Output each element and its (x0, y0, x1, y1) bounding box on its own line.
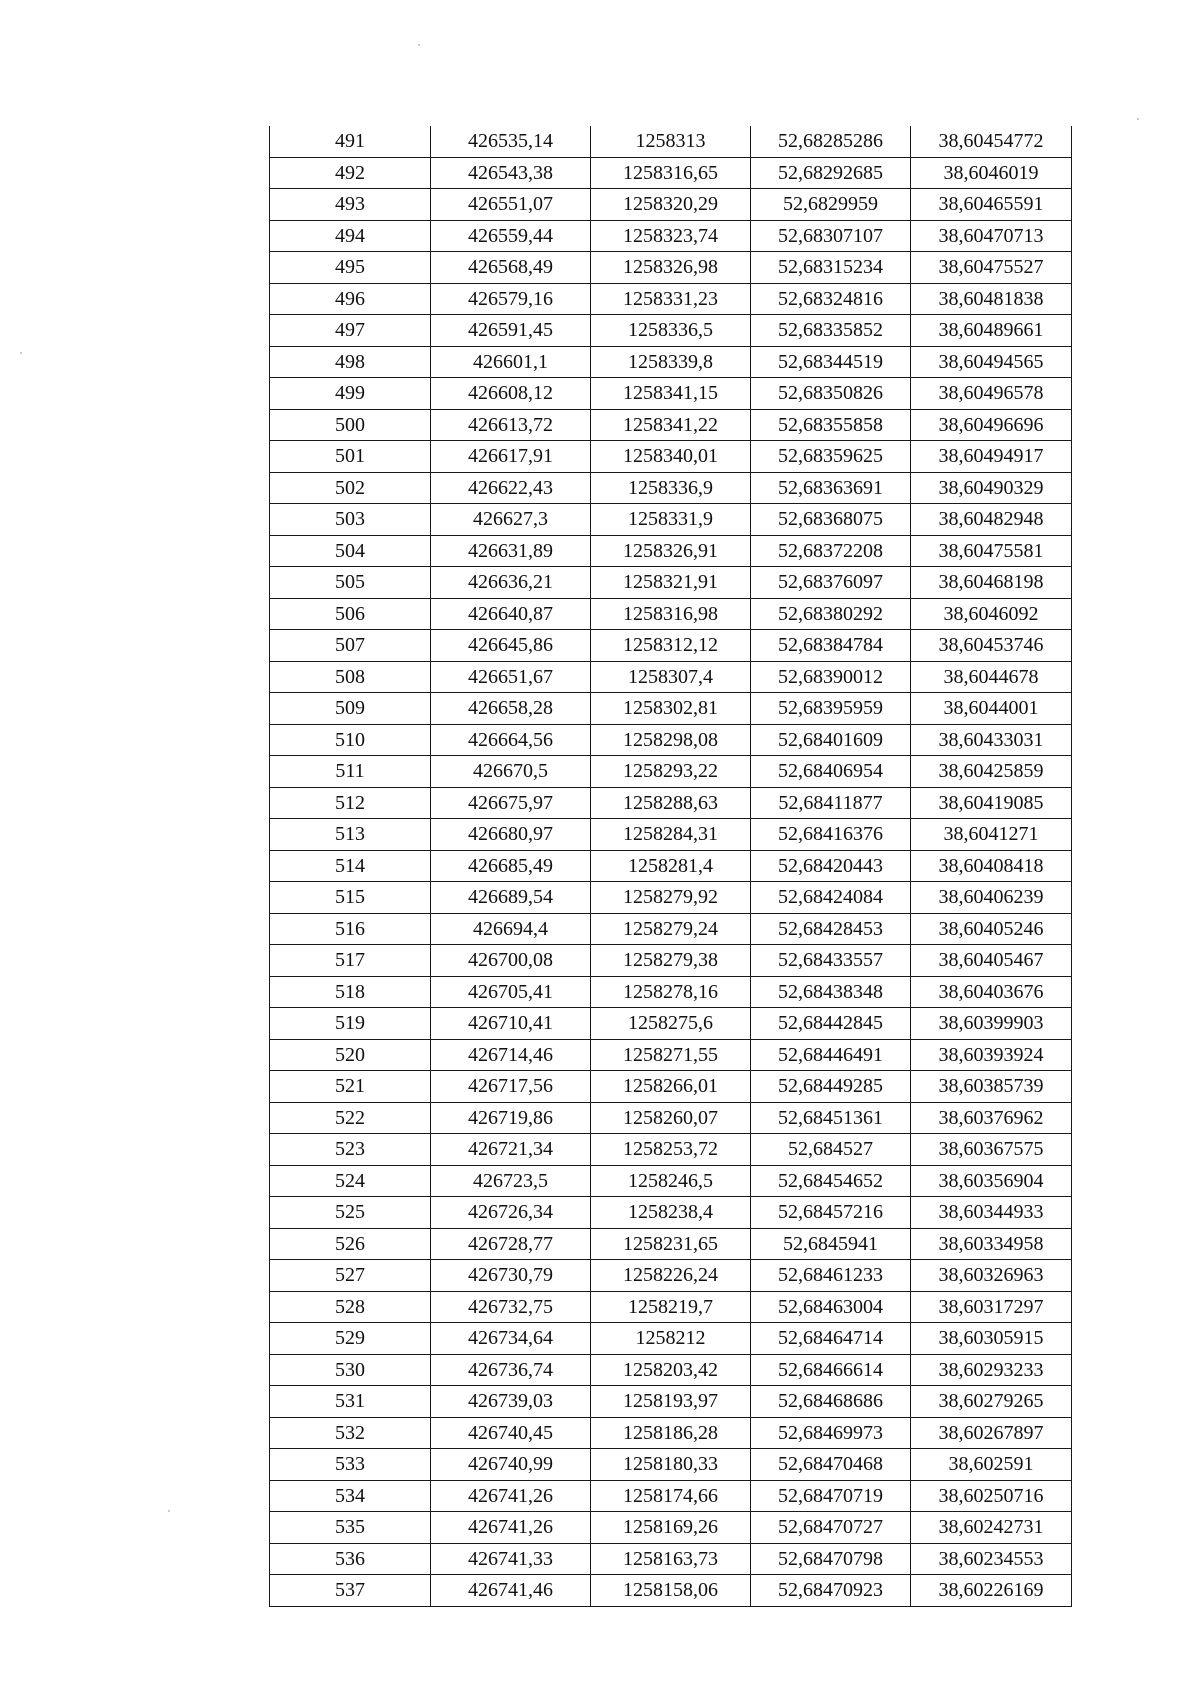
x-coordinate-cell: 426627,3 (431, 504, 591, 536)
table-row (270, 157, 1072, 189)
table-row (270, 441, 1072, 473)
x-coordinate-cell: 426535,14 (431, 126, 591, 157)
latitude-cell: 52,68468686 (751, 1386, 911, 1418)
point-number-cell: 529 (270, 1323, 431, 1355)
longitude-cell: 38,60405246 (911, 913, 1072, 945)
y-coordinate-cell: 1258231,65 (591, 1228, 751, 1260)
point-number-cell: 521 (270, 1071, 431, 1103)
point-number-cell: 513 (270, 819, 431, 851)
y-coordinate-cell: 1258302,81 (591, 693, 751, 725)
longitude-cell: 38,60403676 (911, 976, 1072, 1008)
point-number-cell: 528 (270, 1291, 431, 1323)
table-row (270, 252, 1072, 284)
longitude-cell: 38,60470713 (911, 220, 1072, 252)
longitude-cell: 38,60482948 (911, 504, 1072, 536)
longitude-cell: 38,6041271 (911, 819, 1072, 851)
point-number-cell: 517 (270, 945, 431, 977)
table-row (270, 1449, 1072, 1481)
latitude-cell: 52,68350826 (751, 378, 911, 410)
latitude-cell: 52,68470923 (751, 1575, 911, 1607)
table-row (270, 598, 1072, 630)
x-coordinate-cell: 426608,12 (431, 378, 591, 410)
longitude-cell: 38,60226169 (911, 1575, 1072, 1607)
point-number-cell: 516 (270, 913, 431, 945)
y-coordinate-cell: 1258279,92 (591, 882, 751, 914)
table-row (270, 882, 1072, 914)
x-coordinate-cell: 426719,86 (431, 1102, 591, 1134)
scan-speck (1137, 118, 1139, 120)
x-coordinate-cell: 426645,86 (431, 630, 591, 662)
latitude-cell: 52,68416376 (751, 819, 911, 851)
point-number-cell: 534 (270, 1480, 431, 1512)
point-number-cell: 502 (270, 472, 431, 504)
longitude-cell: 38,60267897 (911, 1417, 1072, 1449)
table-row (270, 1417, 1072, 1449)
y-coordinate-cell: 1258169,26 (591, 1512, 751, 1544)
point-number-cell: 495 (270, 252, 431, 284)
latitude-cell: 52,68324816 (751, 283, 911, 315)
longitude-cell: 38,60453746 (911, 630, 1072, 662)
x-coordinate-cell: 426640,87 (431, 598, 591, 630)
y-coordinate-cell: 1258281,4 (591, 850, 751, 882)
y-coordinate-cell: 1258341,22 (591, 409, 751, 441)
y-coordinate-cell: 1258203,42 (591, 1354, 751, 1386)
longitude-cell: 38,60406239 (911, 882, 1072, 914)
point-number-cell: 527 (270, 1260, 431, 1292)
point-number-cell: 530 (270, 1354, 431, 1386)
longitude-cell: 38,60481838 (911, 283, 1072, 315)
point-number-cell: 501 (270, 441, 431, 473)
longitude-cell: 38,60433031 (911, 724, 1072, 756)
x-coordinate-cell: 426622,43 (431, 472, 591, 504)
table-row (270, 1165, 1072, 1197)
x-coordinate-cell: 426741,26 (431, 1512, 591, 1544)
y-coordinate-cell: 1258321,91 (591, 567, 751, 599)
table-row (270, 1354, 1072, 1386)
latitude-cell: 52,684527 (751, 1134, 911, 1166)
table-row (270, 220, 1072, 252)
x-coordinate-cell: 426736,74 (431, 1354, 591, 1386)
longitude-cell: 38,6044678 (911, 661, 1072, 693)
table-row (270, 283, 1072, 315)
table-row (270, 1039, 1072, 1071)
longitude-cell: 38,60468198 (911, 567, 1072, 599)
x-coordinate-cell: 426694,4 (431, 913, 591, 945)
latitude-cell: 52,68470468 (751, 1449, 911, 1481)
latitude-cell: 52,68464714 (751, 1323, 911, 1355)
table-row (270, 1260, 1072, 1292)
longitude-cell: 38,60496578 (911, 378, 1072, 410)
table-row (270, 472, 1072, 504)
longitude-cell: 38,602591 (911, 1449, 1072, 1481)
latitude-cell: 52,68355858 (751, 409, 911, 441)
point-number-cell: 532 (270, 1417, 431, 1449)
longitude-cell: 38,60376962 (911, 1102, 1072, 1134)
y-coordinate-cell: 1258271,55 (591, 1039, 751, 1071)
latitude-cell: 52,6845941 (751, 1228, 911, 1260)
point-number-cell: 492 (270, 157, 431, 189)
latitude-cell: 52,68359625 (751, 441, 911, 473)
x-coordinate-cell: 426591,45 (431, 315, 591, 347)
table-row (270, 787, 1072, 819)
x-coordinate-cell: 426741,33 (431, 1543, 591, 1575)
scan-speck (168, 1510, 170, 1512)
table-row (270, 1575, 1072, 1607)
x-coordinate-cell: 426734,64 (431, 1323, 591, 1355)
longitude-cell: 38,60490329 (911, 472, 1072, 504)
y-coordinate-cell: 1258313 (591, 126, 751, 157)
x-coordinate-cell: 426559,44 (431, 220, 591, 252)
latitude-cell: 52,68463004 (751, 1291, 911, 1323)
longitude-cell: 38,60279265 (911, 1386, 1072, 1418)
x-coordinate-cell: 426700,08 (431, 945, 591, 977)
point-number-cell: 514 (270, 850, 431, 882)
latitude-cell: 52,68451361 (751, 1102, 911, 1134)
y-coordinate-cell: 1258174,66 (591, 1480, 751, 1512)
table-row (270, 1134, 1072, 1166)
point-number-cell: 535 (270, 1512, 431, 1544)
point-number-cell: 510 (270, 724, 431, 756)
table-row (270, 630, 1072, 662)
latitude-cell: 52,68411877 (751, 787, 911, 819)
point-number-cell: 506 (270, 598, 431, 630)
x-coordinate-cell: 426617,91 (431, 441, 591, 473)
longitude-cell: 38,60293233 (911, 1354, 1072, 1386)
table-row (270, 126, 1072, 157)
table-row (270, 976, 1072, 1008)
y-coordinate-cell: 1258186,28 (591, 1417, 751, 1449)
point-number-cell: 493 (270, 189, 431, 221)
point-number-cell: 491 (270, 126, 431, 157)
table-row (270, 567, 1072, 599)
table-row (270, 913, 1072, 945)
x-coordinate-cell: 426721,34 (431, 1134, 591, 1166)
longitude-cell: 38,60250716 (911, 1480, 1072, 1512)
table-row (270, 1512, 1072, 1544)
longitude-cell: 38,60465591 (911, 189, 1072, 221)
y-coordinate-cell: 1258284,31 (591, 819, 751, 851)
longitude-cell: 38,60234553 (911, 1543, 1072, 1575)
y-coordinate-cell: 1258266,01 (591, 1071, 751, 1103)
point-number-cell: 507 (270, 630, 431, 662)
x-coordinate-cell: 426551,07 (431, 189, 591, 221)
table-row (270, 819, 1072, 851)
table-row (270, 346, 1072, 378)
latitude-cell: 52,68454652 (751, 1165, 911, 1197)
longitude-cell: 38,60334958 (911, 1228, 1072, 1260)
table-row (270, 409, 1072, 441)
y-coordinate-cell: 1258288,63 (591, 787, 751, 819)
point-number-cell: 497 (270, 315, 431, 347)
x-coordinate-cell: 426670,5 (431, 756, 591, 788)
table-row (270, 1480, 1072, 1512)
point-number-cell: 496 (270, 283, 431, 315)
table-row (270, 1228, 1072, 1260)
longitude-cell: 38,60425859 (911, 756, 1072, 788)
latitude-cell: 52,68470798 (751, 1543, 911, 1575)
x-coordinate-cell: 426717,56 (431, 1071, 591, 1103)
x-coordinate-cell: 426613,72 (431, 409, 591, 441)
latitude-cell: 52,68470719 (751, 1480, 911, 1512)
point-number-cell: 498 (270, 346, 431, 378)
point-number-cell: 494 (270, 220, 431, 252)
latitude-cell: 52,68449285 (751, 1071, 911, 1103)
latitude-cell: 52,68433557 (751, 945, 911, 977)
longitude-cell: 38,60475527 (911, 252, 1072, 284)
x-coordinate-cell: 426658,28 (431, 693, 591, 725)
point-number-cell: 500 (270, 409, 431, 441)
y-coordinate-cell: 1258275,6 (591, 1008, 751, 1040)
point-number-cell: 503 (270, 504, 431, 536)
table-row (270, 189, 1072, 221)
scan-speck (418, 44, 420, 46)
latitude-cell: 52,68470727 (751, 1512, 911, 1544)
latitude-cell: 52,68285286 (751, 126, 911, 157)
latitude-cell: 52,68428453 (751, 913, 911, 945)
y-coordinate-cell: 1258316,98 (591, 598, 751, 630)
latitude-cell: 52,68466614 (751, 1354, 911, 1386)
latitude-cell: 52,68424084 (751, 882, 911, 914)
x-coordinate-cell: 426726,34 (431, 1197, 591, 1229)
latitude-cell: 52,68363691 (751, 472, 911, 504)
y-coordinate-cell: 1258331,9 (591, 504, 751, 536)
longitude-cell: 38,60344933 (911, 1197, 1072, 1229)
x-coordinate-cell: 426732,75 (431, 1291, 591, 1323)
latitude-cell: 52,68344519 (751, 346, 911, 378)
latitude-cell: 52,68461233 (751, 1260, 911, 1292)
longitude-cell: 38,60489661 (911, 315, 1072, 347)
longitude-cell: 38,60385739 (911, 1071, 1072, 1103)
point-number-cell: 520 (270, 1039, 431, 1071)
scan-speck (20, 352, 22, 354)
x-coordinate-cell: 426740,99 (431, 1449, 591, 1481)
y-coordinate-cell: 1258341,15 (591, 378, 751, 410)
x-coordinate-cell: 426631,89 (431, 535, 591, 567)
point-number-cell: 536 (270, 1543, 431, 1575)
x-coordinate-cell: 426568,49 (431, 252, 591, 284)
x-coordinate-cell: 426601,1 (431, 346, 591, 378)
y-coordinate-cell: 1258336,5 (591, 315, 751, 347)
y-coordinate-cell: 1258238,4 (591, 1197, 751, 1229)
y-coordinate-cell: 1258253,72 (591, 1134, 751, 1166)
latitude-cell: 52,68406954 (751, 756, 911, 788)
y-coordinate-cell: 1258336,9 (591, 472, 751, 504)
longitude-cell: 38,60356904 (911, 1165, 1072, 1197)
table-row (270, 535, 1072, 567)
point-number-cell: 509 (270, 693, 431, 725)
longitude-cell: 38,60496696 (911, 409, 1072, 441)
y-coordinate-cell: 1258323,74 (591, 220, 751, 252)
table-row (270, 1386, 1072, 1418)
point-number-cell: 525 (270, 1197, 431, 1229)
y-coordinate-cell: 1258307,4 (591, 661, 751, 693)
longitude-cell: 38,60399903 (911, 1008, 1072, 1040)
point-number-cell: 499 (270, 378, 431, 410)
latitude-cell: 52,68442845 (751, 1008, 911, 1040)
point-number-cell: 512 (270, 787, 431, 819)
x-coordinate-cell: 426741,26 (431, 1480, 591, 1512)
table-row (270, 378, 1072, 410)
x-coordinate-cell: 426740,45 (431, 1417, 591, 1449)
latitude-cell: 52,68420443 (751, 850, 911, 882)
y-coordinate-cell: 1258260,07 (591, 1102, 751, 1134)
y-coordinate-cell: 1258316,65 (591, 157, 751, 189)
y-coordinate-cell: 1258339,8 (591, 346, 751, 378)
x-coordinate-cell: 426664,56 (431, 724, 591, 756)
x-coordinate-cell: 426714,46 (431, 1039, 591, 1071)
point-number-cell: 523 (270, 1134, 431, 1166)
table-row (270, 1102, 1072, 1134)
point-number-cell: 515 (270, 882, 431, 914)
x-coordinate-cell: 426710,41 (431, 1008, 591, 1040)
y-coordinate-cell: 1258279,24 (591, 913, 751, 945)
table-row (270, 1323, 1072, 1355)
y-coordinate-cell: 1258320,29 (591, 189, 751, 221)
table-row (270, 945, 1072, 977)
point-number-cell: 511 (270, 756, 431, 788)
x-coordinate-cell: 426651,67 (431, 661, 591, 693)
point-number-cell: 531 (270, 1386, 431, 1418)
y-coordinate-cell: 1258212 (591, 1323, 751, 1355)
table-row (270, 724, 1072, 756)
x-coordinate-cell: 426543,38 (431, 157, 591, 189)
x-coordinate-cell: 426723,5 (431, 1165, 591, 1197)
table-row (270, 693, 1072, 725)
table-row (270, 850, 1072, 882)
y-coordinate-cell: 1258226,24 (591, 1260, 751, 1292)
latitude-cell: 52,6829959 (751, 189, 911, 221)
point-number-cell: 504 (270, 535, 431, 567)
longitude-cell: 38,60326963 (911, 1260, 1072, 1292)
y-coordinate-cell: 1258293,22 (591, 756, 751, 788)
x-coordinate-cell: 426579,16 (431, 283, 591, 315)
y-coordinate-cell: 1258246,5 (591, 1165, 751, 1197)
table-row (270, 1197, 1072, 1229)
longitude-cell: 38,60494565 (911, 346, 1072, 378)
latitude-cell: 52,68335852 (751, 315, 911, 347)
latitude-cell: 52,68395959 (751, 693, 911, 725)
longitude-cell: 38,60405467 (911, 945, 1072, 977)
x-coordinate-cell: 426739,03 (431, 1386, 591, 1418)
y-coordinate-cell: 1258193,97 (591, 1386, 751, 1418)
y-coordinate-cell: 1258326,98 (591, 252, 751, 284)
longitude-cell: 38,60305915 (911, 1323, 1072, 1355)
latitude-cell: 52,68307107 (751, 220, 911, 252)
latitude-cell: 52,68372208 (751, 535, 911, 567)
y-coordinate-cell: 1258158,06 (591, 1575, 751, 1607)
latitude-cell: 52,68457216 (751, 1197, 911, 1229)
x-coordinate-cell: 426705,41 (431, 976, 591, 1008)
y-coordinate-cell: 1258340,01 (591, 441, 751, 473)
table-row (270, 1008, 1072, 1040)
table-row (270, 315, 1072, 347)
longitude-cell: 38,60419085 (911, 787, 1072, 819)
point-number-cell: 526 (270, 1228, 431, 1260)
point-number-cell: 537 (270, 1575, 431, 1607)
latitude-cell: 52,68438348 (751, 976, 911, 1008)
x-coordinate-cell: 426728,77 (431, 1228, 591, 1260)
latitude-cell: 52,68384784 (751, 630, 911, 662)
y-coordinate-cell: 1258180,33 (591, 1449, 751, 1481)
x-coordinate-cell: 426741,46 (431, 1575, 591, 1607)
latitude-cell: 52,68469973 (751, 1417, 911, 1449)
point-number-cell: 533 (270, 1449, 431, 1481)
table-row (270, 756, 1072, 788)
point-number-cell: 518 (270, 976, 431, 1008)
latitude-cell: 52,68390012 (751, 661, 911, 693)
table-row (270, 1291, 1072, 1323)
y-coordinate-cell: 1258326,91 (591, 535, 751, 567)
latitude-cell: 52,68368075 (751, 504, 911, 536)
longitude-cell: 38,60475581 (911, 535, 1072, 567)
longitude-cell: 38,60242731 (911, 1512, 1072, 1544)
table-row (270, 1543, 1072, 1575)
longitude-cell: 38,60408418 (911, 850, 1072, 882)
table-row (270, 1071, 1072, 1103)
x-coordinate-cell: 426636,21 (431, 567, 591, 599)
x-coordinate-cell: 426730,79 (431, 1260, 591, 1292)
latitude-cell: 52,68292685 (751, 157, 911, 189)
y-coordinate-cell: 1258278,16 (591, 976, 751, 1008)
y-coordinate-cell: 1258298,08 (591, 724, 751, 756)
point-number-cell: 508 (270, 661, 431, 693)
point-number-cell: 522 (270, 1102, 431, 1134)
x-coordinate-cell: 426689,54 (431, 882, 591, 914)
longitude-cell: 38,60393924 (911, 1039, 1072, 1071)
point-number-cell: 519 (270, 1008, 431, 1040)
longitude-cell: 38,60494917 (911, 441, 1072, 473)
y-coordinate-cell: 1258312,12 (591, 630, 751, 662)
y-coordinate-cell: 1258279,38 (591, 945, 751, 977)
latitude-cell: 52,68315234 (751, 252, 911, 284)
longitude-cell: 38,6046019 (911, 157, 1072, 189)
latitude-cell: 52,68401609 (751, 724, 911, 756)
longitude-cell: 38,6046092 (911, 598, 1072, 630)
longitude-cell: 38,60317297 (911, 1291, 1072, 1323)
x-coordinate-cell: 426685,49 (431, 850, 591, 882)
latitude-cell: 52,68376097 (751, 567, 911, 599)
latitude-cell: 52,68380292 (751, 598, 911, 630)
table-row (270, 661, 1072, 693)
table-row (270, 504, 1072, 536)
y-coordinate-cell: 1258219,7 (591, 1291, 751, 1323)
coordinates-table (269, 126, 1072, 1607)
point-number-cell: 505 (270, 567, 431, 599)
x-coordinate-cell: 426680,97 (431, 819, 591, 851)
y-coordinate-cell: 1258163,73 (591, 1543, 751, 1575)
latitude-cell: 52,68446491 (751, 1039, 911, 1071)
x-coordinate-cell: 426675,97 (431, 787, 591, 819)
point-number-cell: 524 (270, 1165, 431, 1197)
longitude-cell: 38,6044001 (911, 693, 1072, 725)
longitude-cell: 38,60454772 (911, 126, 1072, 157)
coordinates-table-body (270, 126, 1072, 1606)
longitude-cell: 38,60367575 (911, 1134, 1072, 1166)
y-coordinate-cell: 1258331,23 (591, 283, 751, 315)
